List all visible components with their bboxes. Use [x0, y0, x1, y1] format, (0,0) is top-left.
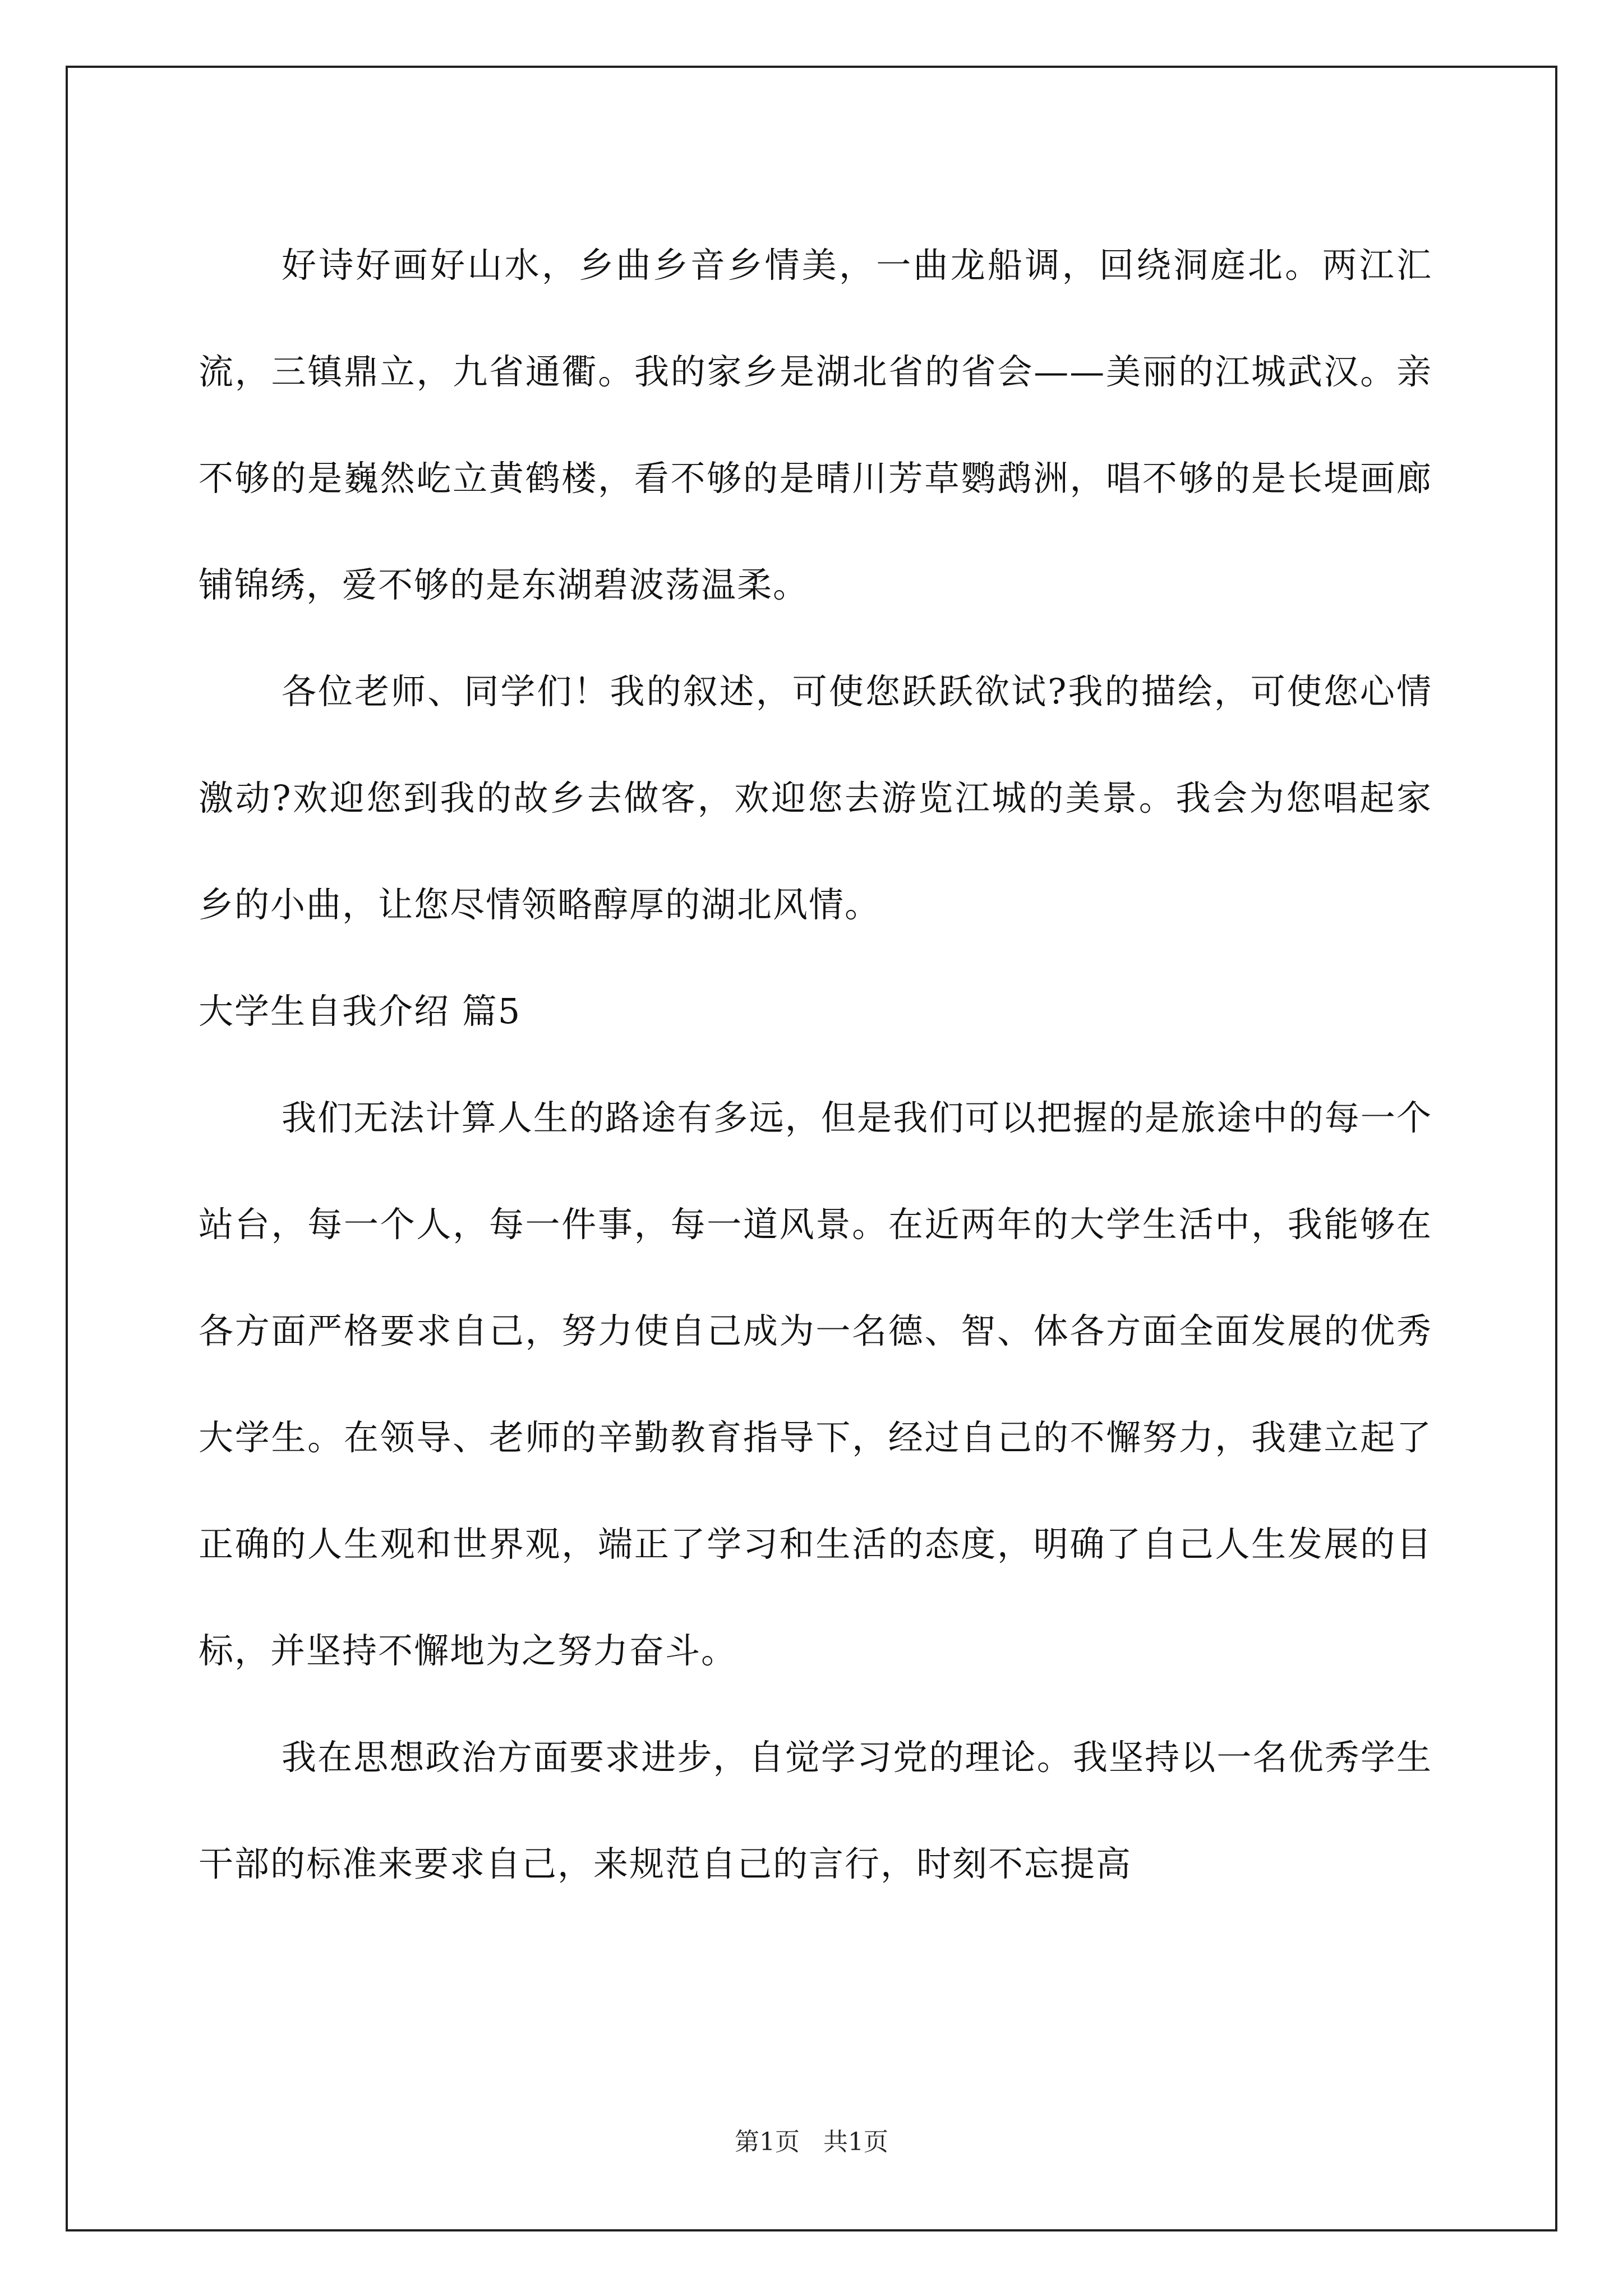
section-heading: 大学生自我介绍 篇5 [199, 991, 522, 1032]
paragraph: 各位老师、同学们！我的叙述，可使您跃跃欲试?我的描绘，可使您心情激动?欢迎您到我的故乡去做客，欢迎您去游览江城的美景。我会为您唱起家乡的小曲，让您尽情领略醇厚的湖北风情。 [199, 671, 1432, 925]
paragraph: 我们无法计算人生的路途有多远，但是我们可以把握的是旅途中的每一个站台，每一个人，每一件事，每一道风景。在近两年的大学生活中，我能够在各方面严格要求自己，努力使自己成为一名德、智、体各方面全面发展的优秀大学生。在领导、老师的辛勤教育指导下，经过自己的不懈努力，我建立起了正确的人生观和世界观，端正了学习和生活的态度，明确了自己人生发展的目标，并坚持不懈地为之努力奋斗。 [199, 1097, 1432, 1671]
paragraph: 我在思想政治方面要求进步，自觉学习党的理论。我坚持以一名优秀学生干部的标准来要求自己，来规范自己的言行，时刻不忘提高 [199, 1737, 1432, 1884]
paragraph: 好诗好画好山水，乡曲乡音乡情美，一曲龙船调，回绕洞庭北。两江汇流，三镇鼎立，九省通衢。我的家乡是湖北省的省会——美丽的江城武汉。亲不够的是巍然屹立黄鹤楼，看不够的是晴川芳草鹦鹉洲，唱不够的是长堤画廊铺锦绣，爱不够的是东湖碧波荡温柔。 [199, 245, 1432, 605]
document-body [199, 212, 1432, 1917]
page-footer: 第1页 共1页 [735, 2128, 888, 2156]
